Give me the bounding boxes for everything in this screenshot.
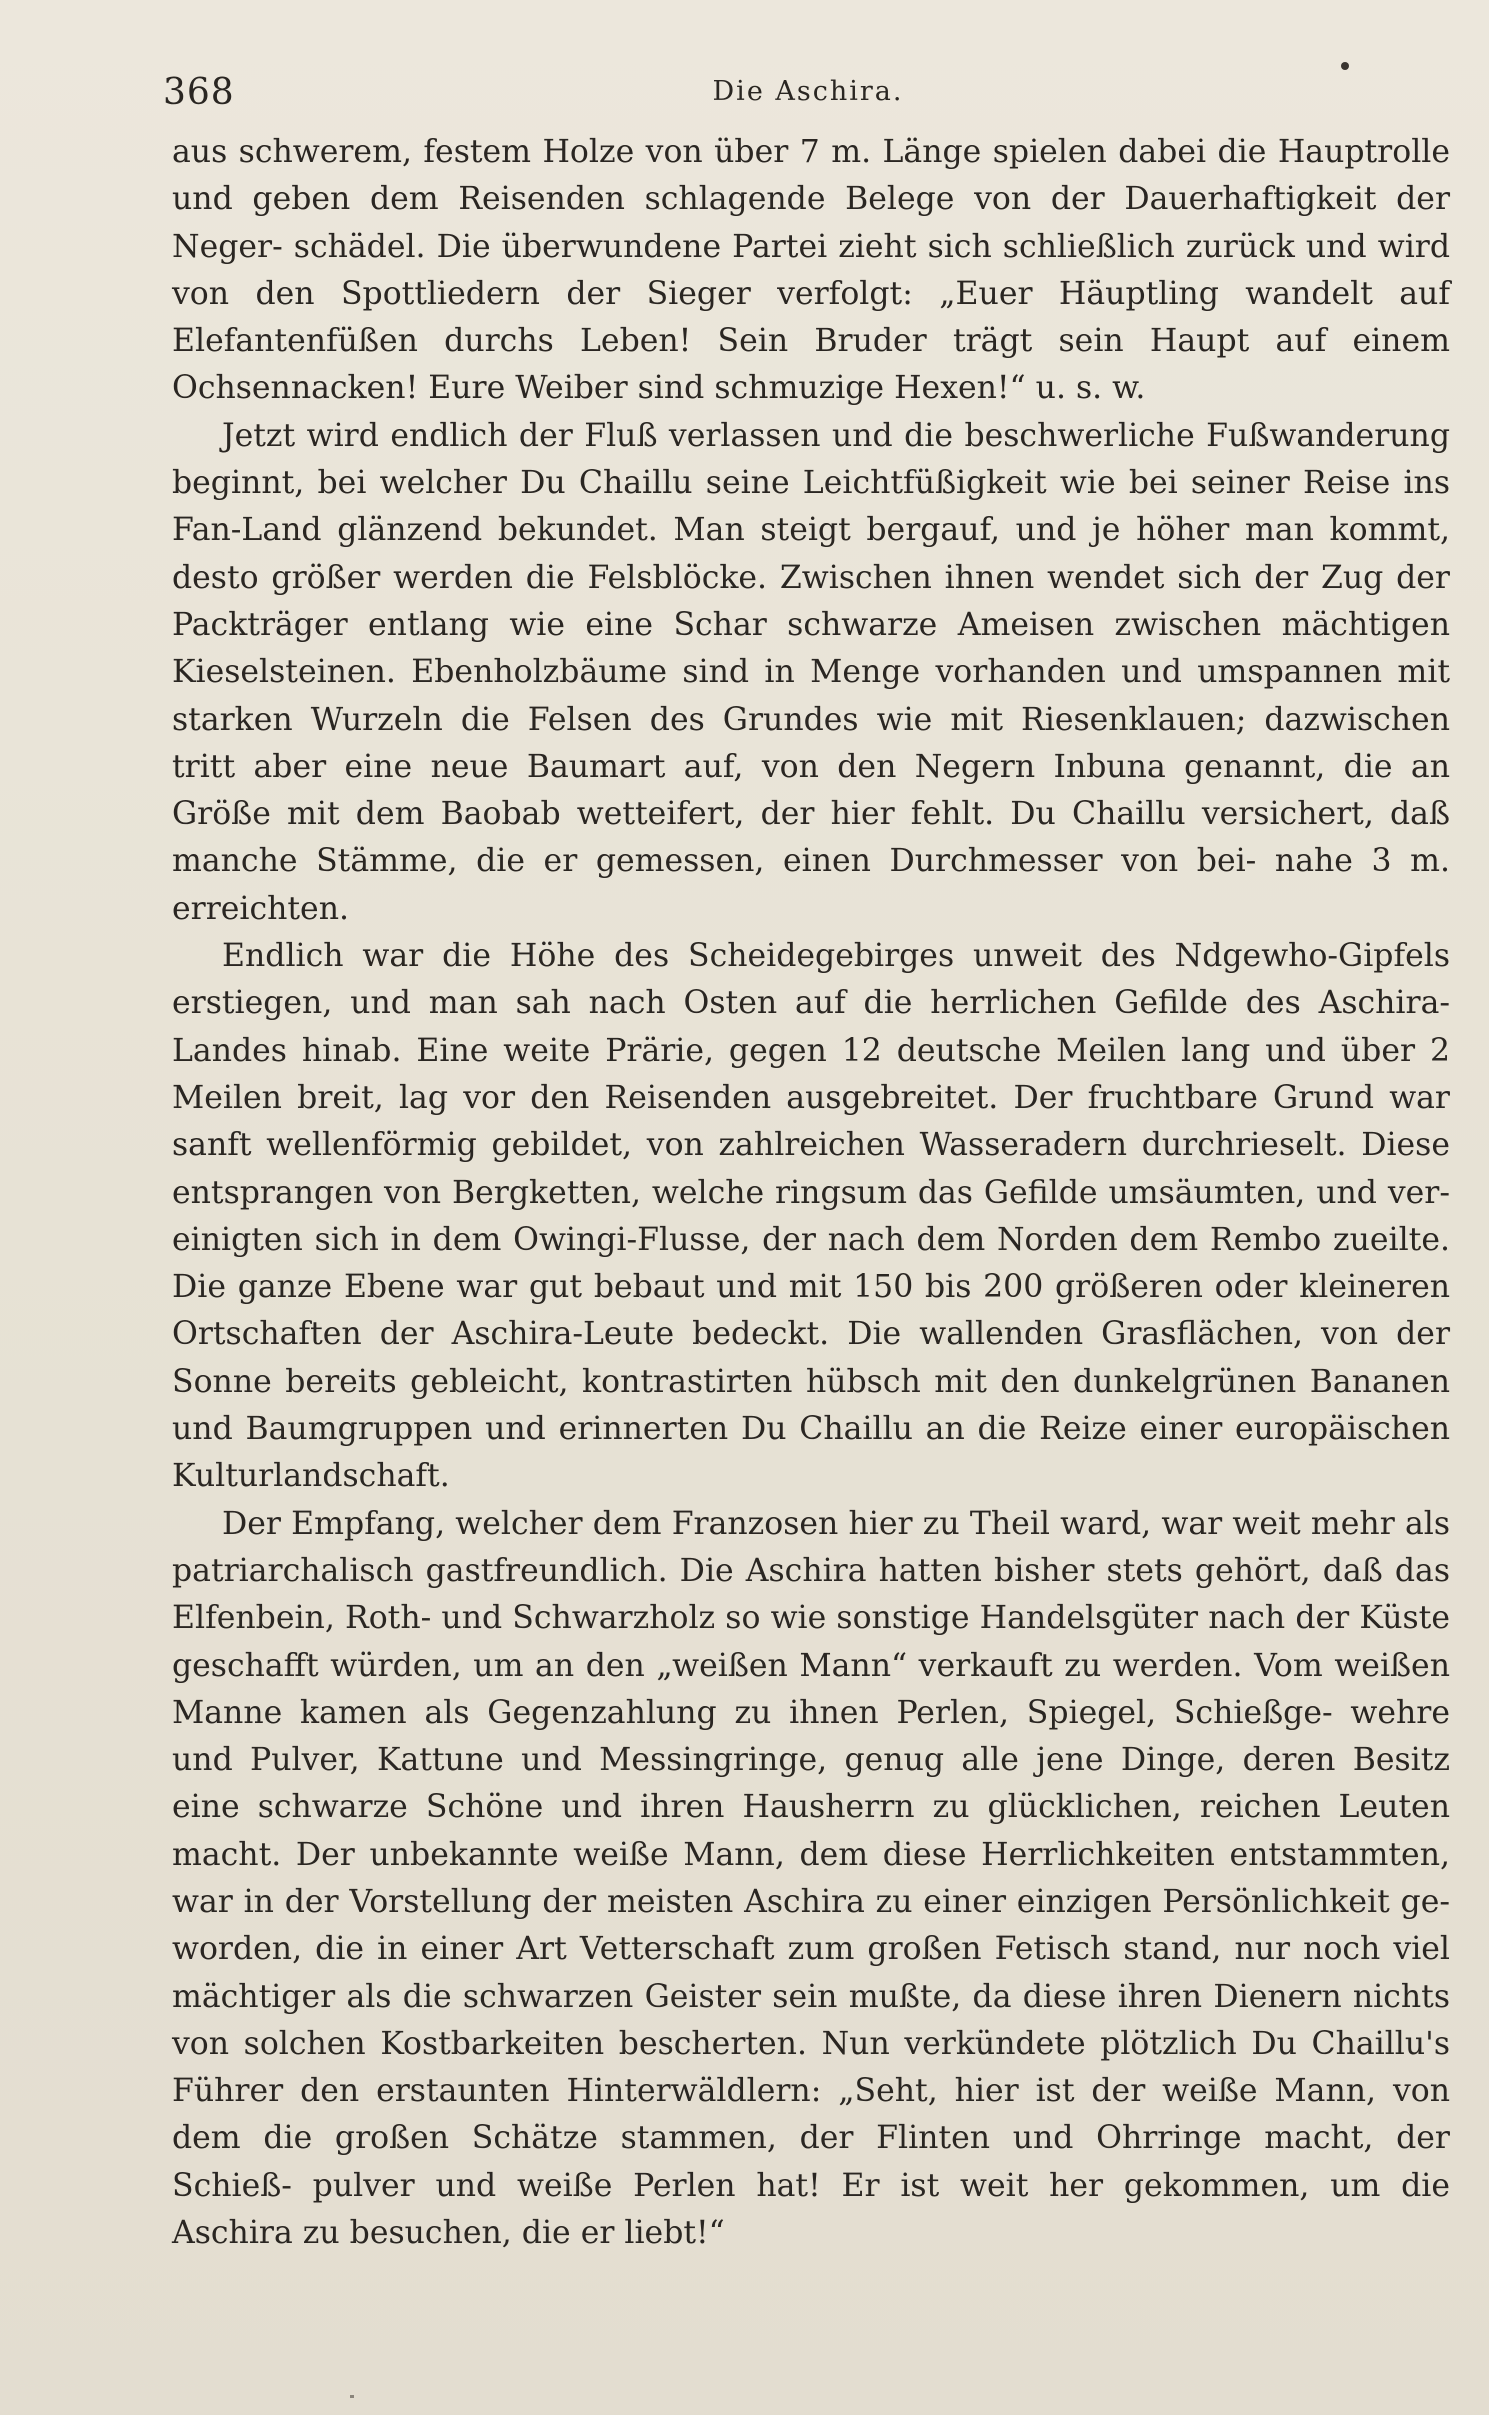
paragraph: Endlich war die Höhe des Scheidegebirges unweit des Ndgewho-Gipfels erstiegen, und man sah nach Osten auf die herrlichen Gefilde des Aschira- Landes hinab. Eine weite Prärie, gegen 12 deutsche Meilen lang und über 2 Meilen breit, lag vor den Reisenden ausgebreitet. Der fruchtbare Grund war sanft wellenförmig gebildet, von zahlreichen Wasseradern durchrieselt. Diese entsprangen von Bergketten, welche ringsum das Gefilde umsäumten, und ver- einigten sich in dem Owingi-Flusse, der nach dem Norden dem Rembo zueilte. Die ganze Ebene war gut bebaut und mit 150 bis 200 größeren oder kleineren Ortschaften der Aschira-Leute bedeckt. Die wallenden Grasflächen, von der Sonne bereits gebleicht, kontrastirten hübsch mit den dunkelgrünen Bananen und Baumgruppen und erinnerten Du Chaillu an die Reize einer europäischen Kulturlandschaft. bbox=[172, 938, 1450, 1495]
body-text bbox=[172, 129, 1450, 2257]
paragraph-continuation: aus schwerem, festem Holze von über 7 m. Länge spielen dabei die Hauptrolle und geben dem Reisenden schlagende Belege von der Dauerhaftigkeit der Neger- schädel. Die überwundene Partei zieht sich schließlich zurück und wird von den Spottliedern der Sieger verfolgt: „Euer Häuptling wandelt auf Elefantenfüßen durchs Leben! Sein Bruder trägt sein Haupt auf einem Ochsennacken! Eure Weiber sind schmuzige Hexen!“ u. s. w. bbox=[172, 134, 1450, 407]
page-number: 368 bbox=[163, 72, 235, 113]
running-title: Die Aschira. bbox=[712, 76, 904, 107]
page-header bbox=[163, 62, 1453, 112]
paragraph: Der Empfang, welcher dem Franzosen hier zu Theil ward, war weit mehr als patriarchalisch gastfreundlich. Die Aschira hatten bisher stets gehört, daß das Elfenbein, Roth- und Schwarzholz so wie sonstige Handelsgüter nach der Küste geschafft würden, um an den „weißen Mann“ verkauft zu werden. Vom weißen Manne kamen als Gegenzahlung zu ihnen Perlen, Spiegel, Schießge- wehre und Pulver, Kattune und Messingringe, genug alle jene Dinge, deren Besitz eine schwarze Schöne und ihren Hausherrn zu glücklichen, reichen Leuten macht. Der unbekannte weiße Mann, dem diese Herrlichkeiten entstammten, war in der Vorstellung der meisten Aschira zu einer einzigen Persönlichkeit ge- worden, die in einer Art Vetterschaft zum großen Fetisch stand, nur noch viel mächtiger als die schwarzen Geister sein mußte, da diese ihren Dienern nichts von solchen Kostbarkeiten bescherten. Nun verkündete plötzlich Du Chaillu's Führer den erstaunten Hinterwäldlern: „Seht, hier ist der weiße Mann, von dem die großen Schätze stammen, der Flinten und Ohrringe macht, der Schieß- pulver und weiße Perlen hat! Er ist weit her gekommen, um die Aschira zu besuchen, die er liebt!“ bbox=[172, 1505, 1450, 2252]
ink-speck bbox=[350, 2395, 354, 2398]
paragraph: Jetzt wird endlich der Fluß verlassen und die beschwerliche Fußwanderung beginnt, bei welcher Du Chaillu seine Leichtfüßigkeit wie bei seiner Reise ins Fan-Land glänzend bekundet. Man steigt bergauf, und je höher man kommt, desto größer werden die Felsblöcke. Zwischen ihnen wendet sich der Zug der Packträger entlang wie eine Schar schwarze Ameisen zwischen mächtigen Kieselsteinen. Ebenholzbäume sind in Menge vorhanden und umspannen mit starken Wurzeln die Felsen des Grundes wie mit Riesenklauen; dazwischen tritt aber eine neue Baumart auf, von den Negern Inbuna genannt, die an Größe mit dem Baobab wetteifert, der hier fehlt. Du Chaillu versichert, daß manche Stämme, die er gemessen, einen Durchmesser von bei- nahe 3 m. erreichten. bbox=[172, 417, 1450, 927]
ink-dot bbox=[1341, 62, 1349, 70]
